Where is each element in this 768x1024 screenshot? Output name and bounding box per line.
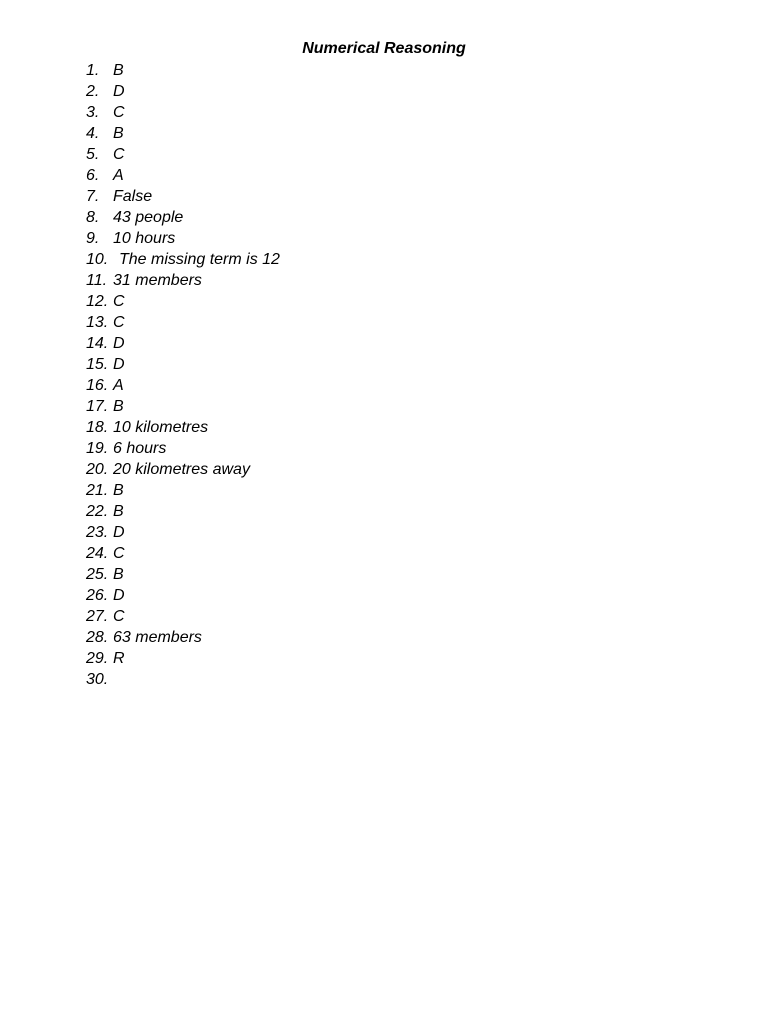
list-item	[86, 228, 280, 249]
list-item	[86, 459, 280, 480]
item-number: 5.	[86, 146, 100, 163]
item-number: 13.	[86, 314, 109, 331]
list-item	[86, 627, 280, 648]
item-number: 1.	[86, 62, 100, 79]
list-item	[86, 354, 280, 375]
item-number: 27.	[86, 608, 109, 625]
item-answer: D	[113, 524, 125, 541]
item-answer: B	[113, 503, 124, 520]
item-answer: The missing term is 12	[119, 251, 280, 268]
item-number: 19.	[86, 440, 109, 457]
item-number: 24.	[86, 545, 109, 562]
item-answer: C	[113, 146, 125, 163]
item-number: 7.	[86, 188, 100, 205]
item-number: 11.	[86, 272, 108, 289]
item-answer: B	[113, 566, 124, 583]
list-item	[86, 438, 280, 459]
list-item	[86, 60, 280, 81]
item-number: 3.	[86, 104, 100, 121]
item-answer: C	[113, 608, 125, 625]
item-answer: R	[113, 650, 125, 667]
item-answer: B	[113, 62, 124, 79]
list-item	[86, 270, 280, 291]
list-item	[86, 165, 280, 186]
list-item	[86, 669, 280, 690]
list-item	[86, 291, 280, 312]
item-number: 18.	[86, 419, 109, 436]
list-item	[86, 375, 280, 396]
item-answer: 10 hours	[113, 230, 176, 247]
item-number: 15.	[86, 356, 109, 373]
list-item	[86, 81, 280, 102]
item-number: 6.	[86, 167, 100, 184]
list-item	[86, 186, 280, 207]
item-number: 10.	[86, 251, 109, 268]
list-item	[86, 543, 280, 564]
item-answer: 31 members	[113, 272, 202, 289]
item-number: 25.	[86, 566, 109, 583]
item-number: 22.	[86, 503, 109, 520]
item-answer: D	[113, 335, 125, 352]
list-item	[86, 123, 280, 144]
document-title: Numerical Reasoning	[302, 40, 466, 57]
item-answer: D	[113, 83, 125, 100]
item-answer: D	[113, 356, 125, 373]
item-number: 29.	[86, 650, 109, 667]
item-number: 12.	[86, 293, 109, 310]
item-answer: 10 kilometres	[113, 419, 209, 436]
item-number: 17.	[86, 398, 109, 415]
item-number: 8.	[86, 209, 100, 226]
item-answer: B	[113, 398, 124, 415]
item-number: 20.	[86, 461, 109, 478]
item-number: 23.	[86, 524, 109, 541]
list-item	[86, 480, 280, 501]
item-answer: C	[113, 545, 125, 562]
item-number: 30.	[86, 671, 109, 688]
list-item	[86, 417, 280, 438]
list-item	[86, 501, 280, 522]
list-item	[86, 606, 280, 627]
item-answer: A	[113, 167, 124, 184]
item-answer: A	[113, 377, 124, 394]
list-item	[86, 648, 280, 669]
item-answer: C	[113, 293, 125, 310]
item-answer: C	[113, 104, 125, 121]
item-number: 2.	[86, 83, 100, 100]
list-item	[86, 249, 280, 270]
list-item	[86, 333, 280, 354]
item-number: 21.	[86, 482, 109, 499]
list-item	[86, 207, 280, 228]
list-item	[86, 144, 280, 165]
item-answer: D	[113, 587, 125, 604]
item-number: 16.	[86, 377, 109, 394]
item-answer: C	[113, 314, 125, 331]
item-answer: False	[113, 188, 153, 205]
list-item	[86, 312, 280, 333]
item-answer: B	[113, 482, 124, 499]
item-number: 28.	[86, 629, 109, 646]
list-item	[86, 396, 280, 417]
list-item	[86, 585, 280, 606]
item-answer: 6 hours	[113, 440, 167, 457]
item-answer: 43 people	[113, 209, 184, 226]
item-number: 14.	[86, 335, 109, 352]
item-answer: 63 members	[113, 629, 202, 646]
item-number: 9.	[86, 230, 100, 247]
item-answer: 20 kilometres away	[113, 461, 250, 478]
list-item	[86, 102, 280, 123]
item-number: 4.	[86, 125, 100, 142]
answer-list	[86, 60, 280, 690]
list-item	[86, 522, 280, 543]
list-item	[86, 564, 280, 585]
item-number: 26.	[86, 587, 109, 604]
item-answer: B	[113, 125, 124, 142]
